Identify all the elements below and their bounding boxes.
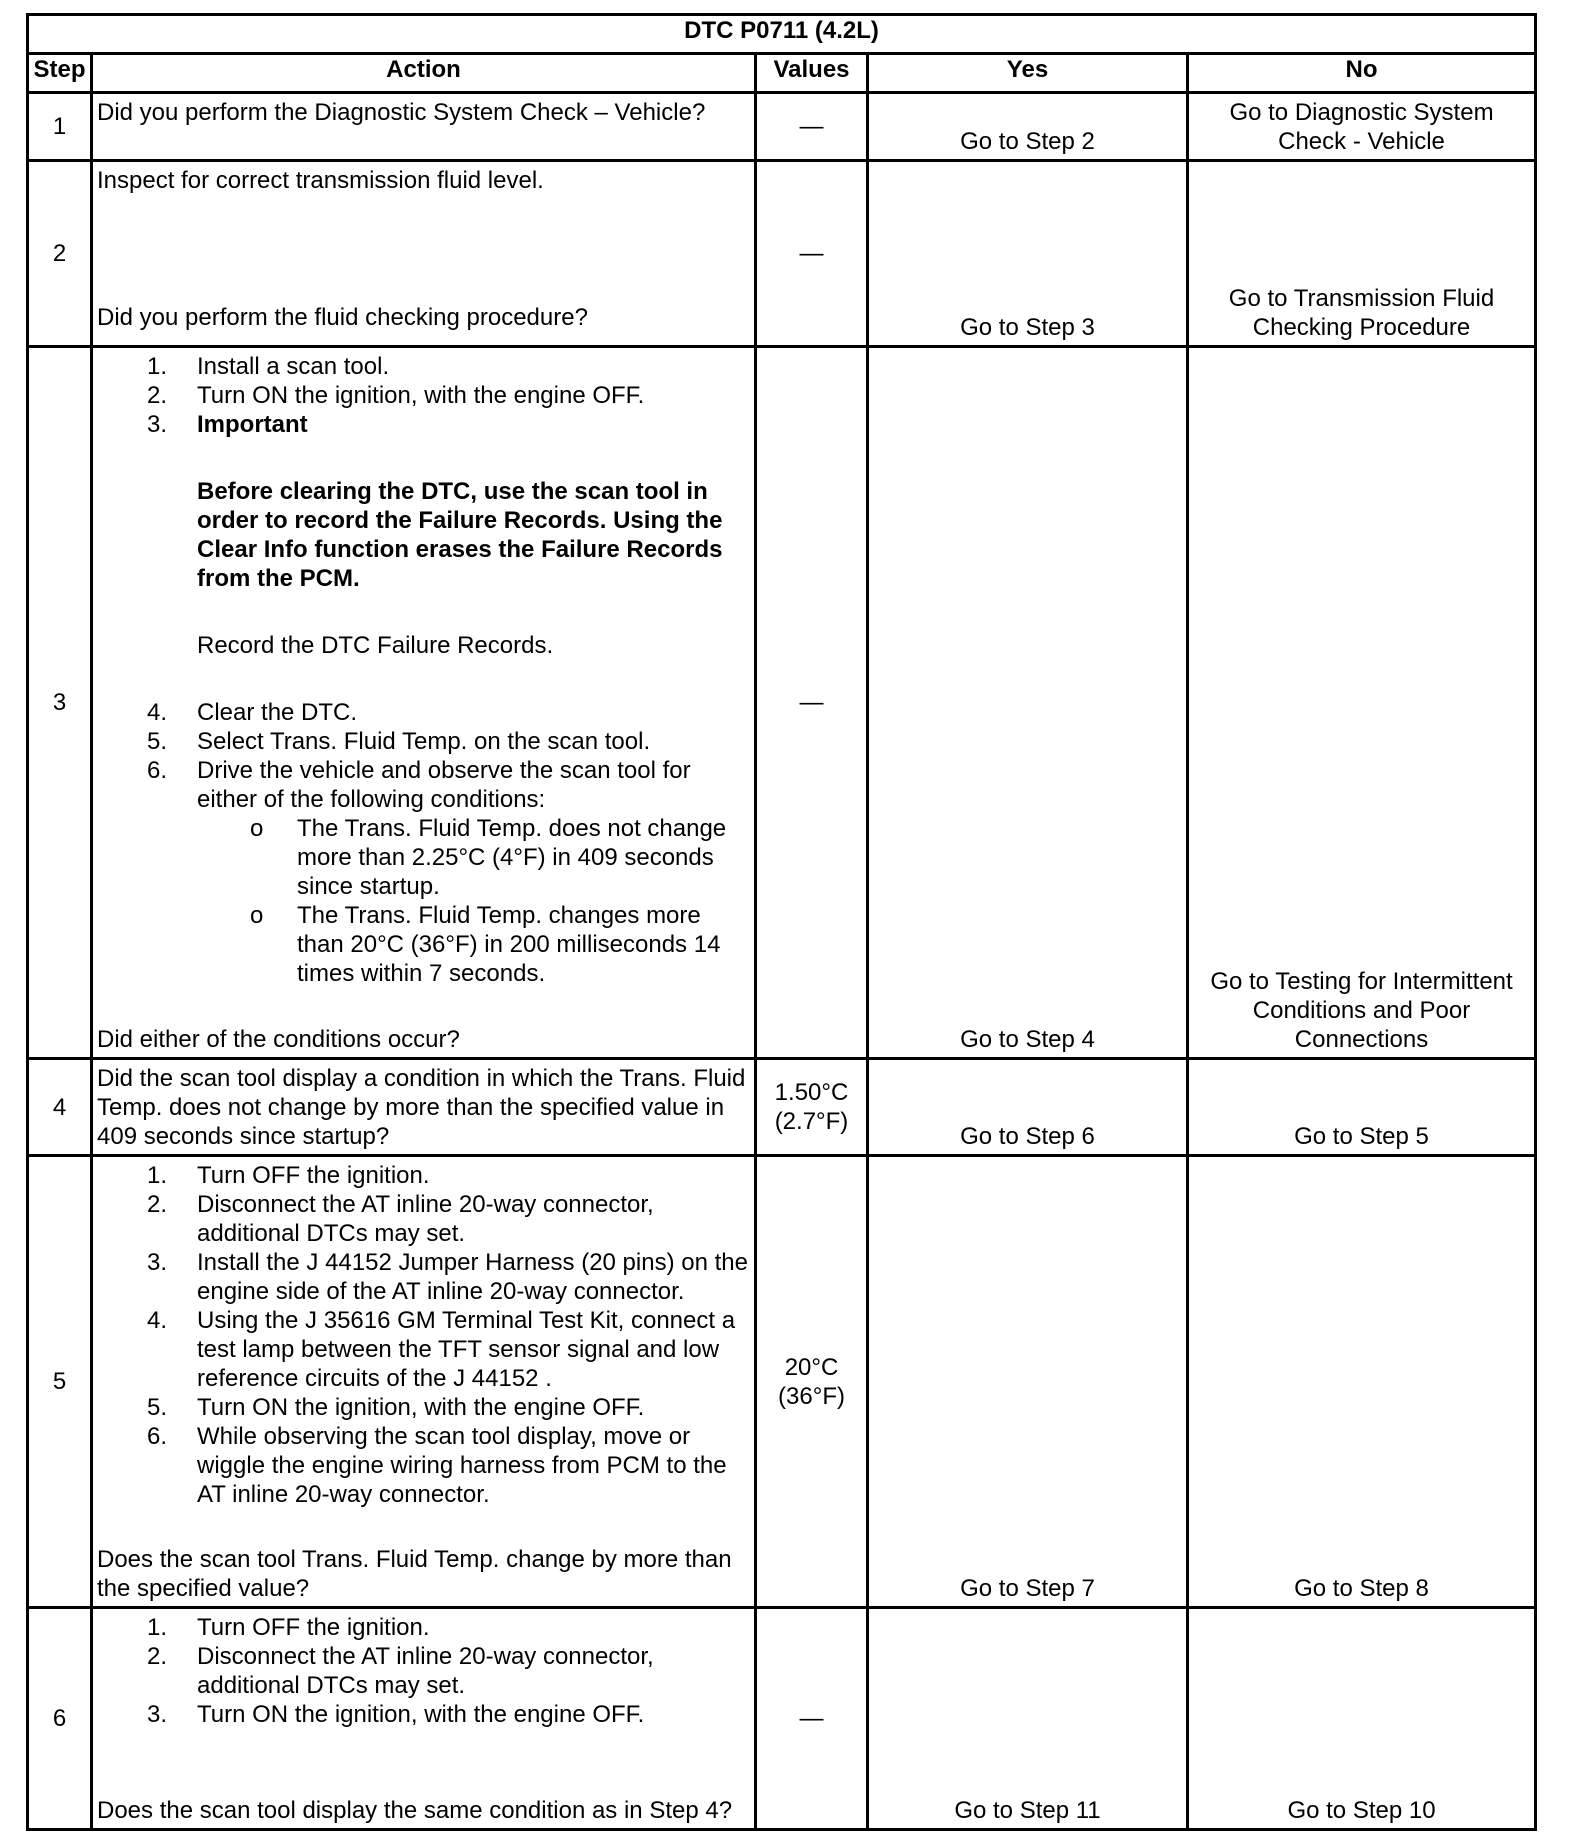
value-cell: 20°C (36°F) xyxy=(756,1156,868,1608)
no-link[interactable]: Go to Step 8 xyxy=(1294,1575,1429,1602)
value-cell: — xyxy=(756,93,868,161)
yes-link[interactable]: Go to Step 4 xyxy=(960,1026,1095,1053)
yes-link[interactable]: Go to Step 11 xyxy=(954,1797,1101,1824)
yes-cell xyxy=(868,1608,1188,1830)
step-number: 4 xyxy=(28,1059,92,1156)
action-question: Does the scan tool display the same condition as in Step 4? xyxy=(97,1797,733,1824)
value-cell: — xyxy=(756,347,868,1059)
yes-link[interactable]: Go to Step 3 xyxy=(960,314,1095,341)
dtc-table xyxy=(26,13,1537,1831)
list-item: 5. Turn ON the ignition, with the engine OFF. xyxy=(147,1394,645,1421)
action-question: Does the scan tool Trans. Fluid Temp. change by more than the specified value? xyxy=(97,1546,732,1602)
important-body: Before clearing the DTC, use the scan tool in order to record the Failure Records. Using the Clear Info function erases the Failure Records from the PCM. xyxy=(197,478,723,592)
table-row xyxy=(28,161,1536,347)
action-question: Did you perform the Diagnostic System Check – Vehicle? xyxy=(97,99,706,126)
list-item: 4. Clear the DTC. xyxy=(147,699,358,726)
list-item: 1. Turn OFF the ignition. xyxy=(147,1162,430,1189)
action-question: Did you perform the fluid checking procedure? xyxy=(97,304,588,331)
yes-link[interactable]: Go to Step 6 xyxy=(960,1123,1095,1150)
action-cell xyxy=(92,1059,756,1156)
action-cell xyxy=(92,1608,756,1830)
no-link[interactable]: Go to Diagnostic System Check - Vehicle xyxy=(1229,99,1494,155)
no-cell xyxy=(1188,1608,1536,1830)
list-item: 1. Install a scan tool. xyxy=(147,353,390,380)
value-cell: — xyxy=(756,1608,868,1830)
action-intro: Inspect for correct transmission fluid level. xyxy=(97,167,544,194)
list-item: 2. Disconnect the AT inline 20-way connector, additional DTCs may set. xyxy=(147,1191,654,1247)
step-number: 1 xyxy=(28,93,92,161)
important-item: 3. Important Before clearing the DTC, use the scan tool in order to record the Failure Records. Using the Clear Info function erases the Failure Records from the PCM. Record the DTC Failure Records. xyxy=(97,410,750,660)
step-number: 6 xyxy=(28,1608,92,1830)
action-cell xyxy=(92,347,756,1059)
yes-link[interactable]: Go to Step 2 xyxy=(960,128,1095,155)
condition-list xyxy=(197,814,750,988)
action-cell xyxy=(92,93,756,161)
condition-item: o The Trans. Fluid Temp. changes more than 20°C (36°F) in 200 milliseconds 14 times within 7 seconds. xyxy=(250,902,721,987)
list-item: 3. Install the J 44152 Jumper Harness (20 pins) on the engine side of the AT inline 20-way connector. xyxy=(147,1249,748,1305)
action-question: Did either of the conditions occur? xyxy=(97,1026,460,1053)
substep-list xyxy=(97,352,750,988)
header-no: No xyxy=(1188,54,1536,93)
yes-cell xyxy=(868,347,1188,1059)
no-link[interactable]: Go to Step 10 xyxy=(1287,1797,1436,1824)
table-row xyxy=(28,93,1536,161)
value-cell: — xyxy=(756,161,868,347)
no-cell xyxy=(1188,93,1536,161)
important-title: Important xyxy=(197,411,308,438)
value-cell: 1.50°C (2.7°F) xyxy=(756,1059,868,1156)
no-cell xyxy=(1188,1156,1536,1608)
list-item: 5. Select Trans. Fluid Temp. on the scan tool. xyxy=(147,728,651,755)
yes-cell xyxy=(868,93,1188,161)
no-cell xyxy=(1188,347,1536,1059)
yes-cell xyxy=(868,161,1188,347)
no-link[interactable]: Go to Transmission Fluid Checking Procedure xyxy=(1228,285,1495,341)
header-values: Values xyxy=(756,54,868,93)
action-cell xyxy=(92,161,756,347)
list-item: 6. While observing the scan tool display, move or wiggle the engine wiring harness from PCM to the AT inline 20-way connector. xyxy=(147,1423,727,1508)
no-link[interactable]: Go to Testing for Intermittent Conditions and Poor Connections xyxy=(1210,968,1513,1053)
yes-cell xyxy=(868,1059,1188,1156)
important-note: Record the DTC Failure Records. xyxy=(197,632,554,659)
list-item: 1. Turn OFF the ignition. xyxy=(147,1614,430,1641)
step-number: 2 xyxy=(28,161,92,347)
substep-list xyxy=(97,1161,750,1509)
no-link[interactable]: Go to Step 5 xyxy=(1294,1123,1429,1150)
yes-cell xyxy=(868,1156,1188,1608)
table-row xyxy=(28,1608,1536,1830)
step-number: 3 xyxy=(28,347,92,1059)
action-cell xyxy=(92,1156,756,1608)
yes-link[interactable]: Go to Step 7 xyxy=(960,1575,1095,1602)
condition-item: o The Trans. Fluid Temp. does not change more than 2.25°C (4°F) in 409 seconds since startup. xyxy=(250,815,727,900)
header-yes: Yes xyxy=(868,54,1188,93)
table-row xyxy=(28,1059,1536,1156)
list-item: 4. Using the J 35616 GM Terminal Test Kit, connect a test lamp between the TFT sensor signal and low reference circuits of the J 44152 . xyxy=(147,1307,736,1392)
table-title: DTC P0711 (4.2L) xyxy=(28,15,1536,54)
list-item: 2. Turn ON the ignition, with the engine OFF. xyxy=(147,382,645,409)
list-item: 3. Turn ON the ignition, with the engine OFF. xyxy=(147,1701,645,1728)
action-question: Did the scan tool display a condition in which the Trans. Fluid Temp. does not change by more than the specified value in 409 seconds since startup? xyxy=(97,1065,746,1150)
table-row xyxy=(28,347,1536,1059)
list-item: 6. Drive the vehicle and observe the scan tool for either of the following conditions: o The Trans. Fluid Temp. does not change more than 2.25°C (4°F) in 409 seconds since startup. o The Trans. Fluid Temp. changes more than 20°C (36°F) in 200 milliseconds 14 times within 7 seconds. xyxy=(97,756,750,988)
list-item: 2. Disconnect the AT inline 20-way connector, additional DTCs may set. xyxy=(147,1643,654,1699)
header-step: Step xyxy=(28,54,92,93)
table-row xyxy=(28,1156,1536,1608)
header-action: Action xyxy=(92,54,756,93)
substep-list xyxy=(97,1613,750,1729)
no-cell xyxy=(1188,161,1536,347)
no-cell xyxy=(1188,1059,1536,1156)
step-number: 5 xyxy=(28,1156,92,1608)
